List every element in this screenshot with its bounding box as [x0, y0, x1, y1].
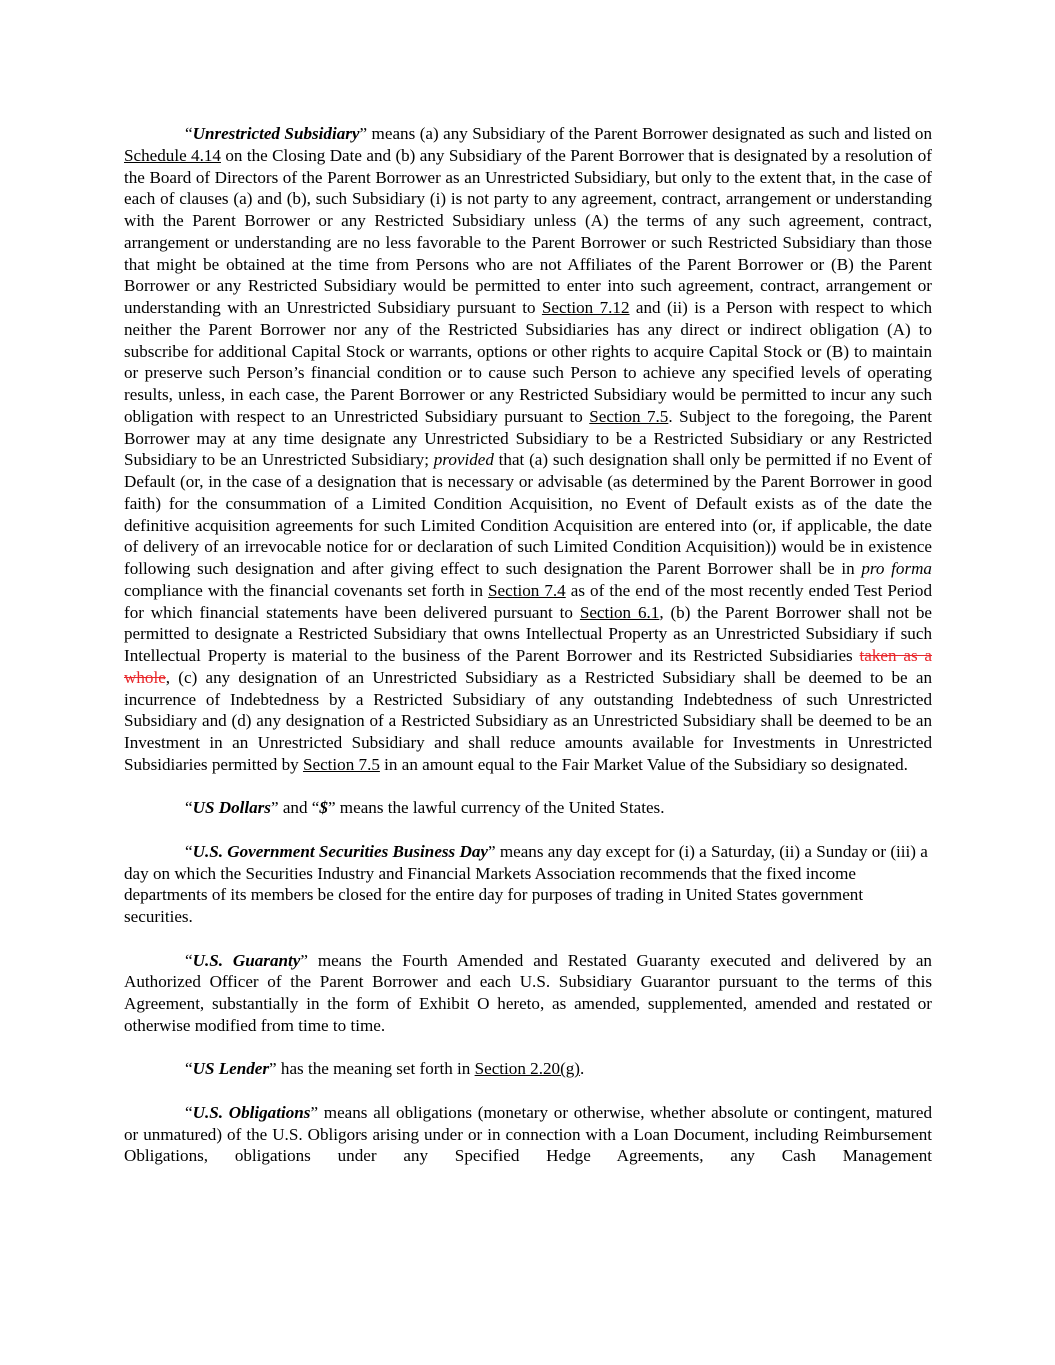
- cross-reference-section-7-5[interactable]: Section 7.5: [302, 754, 380, 774]
- defined-term: US Dollars: [192, 798, 271, 818]
- definition-text: means (a) any Subsidiary of the Parent Borrower designated as such and listed on: [367, 124, 932, 143]
- defined-term: U.S. Guaranty: [192, 950, 301, 970]
- definition-text: means the Fourth Amended and Restated Guaranty executed and delivered by an Authorized Officer of the Parent Borrower and each U.S. Subsidiary Guarantor pursuant to the terms of this Agreement, substantially in the form of Exhibit O hereto, as amended, supplemented, amended and restated or otherwise modified from time to time.: [124, 950, 932, 1035]
- definition-text: . Subject to the foregoing, the Parent Borrower may at any time designate any Unrestricted Subsidiary to be a Restricted Subsidiary or any Restricted Subsidiary to be an Unrestricted Subsidiary;: [124, 406, 932, 470]
- italic-pro-forma: pro forma: [861, 559, 932, 578]
- cross-reference-schedule-4-14[interactable]: Schedule 4.14: [124, 145, 221, 165]
- definition-us-obligations: “U.S. Obligations” means all obligations (monetary or otherwise, whether absolute or contingent, matured or unmatured) of the U.S. Obligors arising under or in connection with a Loan Document, including Reimbursement Obligations, obligations under any Specified Hedge Agreements, any Cash Management: [124, 1102, 932, 1166]
- italic-provided: provided: [433, 450, 494, 470]
- definition-us-government-securities-business-day: “U.S. Government Securities Business Day” means any day except for (i) a Saturday, (ii) a Sunday or (iii) a day on which the Securities Industry and Financial Markets Association recommends that the fixed income departments of its members be closed for the entire day for purposes of trading in United States government securities.: [124, 841, 928, 926]
- cross-reference-section-6-1[interactable]: Section 6.1: [579, 602, 660, 622]
- definition-unrestricted-subsidiary: “Unrestricted Subsidiary” means (a) any Subsidiary of the Parent Borrower designated as such and listed on Schedule 4.14 on the Closing Date and (b) any Subsidiary of the Parent Borrower that is designated by a resolution of the Board of Directors of the Parent Borrower as an Unrestricted Subsidiary, but only to the extent that, in the case of each of clauses (a) and (b), such Subsidiary (i) is not party to any agreement, contract, arrangement or understanding with the Parent Borrower or any Restricted Subsidiary unless (A) the terms of any such agreement, contract, arrangement or understanding are no less favorable to the Parent Borrower or such Restricted Subsidiary than those that might be obtained at the time from Persons who are not Affiliates of the Parent Borrower or (B) the Parent Borrower or any Restricted Subsidiary would be permitted to enter into such agreement, contract, arrangement or understanding with an Unrestricted Subsidiary pursuant to Section 7.12 and (ii) is a Person with respect to which neither the Parent Borrower nor any of the Restricted Subsidiaries has any direct or indirect obligation (A) to subscribe for additional Capital Stock or warrants, options or other rights to acquire Capital Stock or (B) to maintain or preserve such Person’s financial condition or to cause such Person to achieve any specified levels of operating results, unless, in each case, the Parent Borrower or any Restricted Subsidiary would be permitted to incur any such obligation with respect to an Unrestricted Subsidiary pursuant to Section 7.5. Subject to the foregoing, the Parent Borrower may at any time designate any Unrestricted Subsidiary to be a Restricted Subsidiary or any Restricted Subsidiary to be an Unrestricted Subsidiary; provided that (a) such designation shall only be permitted if no Event of Default (or, in the case of a designation that is necessary or advisable (as determined by the Parent Borrower in good faith) for the consummation of a Limited Condition Acquisition, no Event of Default exists as of the date the definitive acquisition agreements for such Limited Condition Acquisition are entered into (or, if applicable, the date of delivery of an irrevocable notice for or declaration of such Limited Condition Acquisition)) would be in existence following such designation and after giving effect to such designation the Parent Borrower shall be in pro forma compliance with the financial covenants set forth in Section 7.4 as of the end of the most recently ended Test Period for which financial statements have been delivered pursuant to Section 6.1, (b) the Parent Borrower shall not be permitted to designate a Restricted Subsidiary that owns Intellectual Property as an Unrestricted Subsidiary if such Intellectual Property is material to the business of the Parent Borrower and its Restricted Subsidiaries taken as a whole, (c) any designation of an Unrestricted Subsidiary as a Restricted Subsidiary shall be deemed to be an incurrence of Indebtedness by a Restricted Subsidiary of any outstanding Indebtedness of such Unrestricted Subsidiary and (d) any designation of a Restricted Subsidiary as an Unrestricted Subsidiary shall be deemed to be an Investment in an Unrestricted Subsidiary and shall reduce amounts available for Investments in Unrestricted Subsidiaries permitted by Section 7.5 in an amount equal to the Fair Market Value of the Subsidiary so designated.: [124, 124, 933, 774]
- cross-reference-section-7-12[interactable]: Section 7.12: [541, 298, 630, 317]
- definition-text: has the meaning set forth in: [276, 1059, 475, 1079]
- definition-text: compliance with the financial covenants set forth in: [124, 580, 489, 600]
- definition-text: and (ii) is a Person with respect to which neither the Parent Borrower nor any of the Restricted Subsidiaries has any direct or indirect obligation (A) to subscribe for additional Capital Stock or warrants, options or other rights to acquire Capital Stock or (B) to maintain or preserve such Person’s financial condition or to cause such Person to achieve any specified levels of operating results, unless, in each case, the Parent Borrower or any Restricted Subsidiary would be permitted to incur any such obligation with respect to an Unrestricted Subsidiary pursuant to: [124, 298, 932, 426]
- defined-term: U.S. Government Securities Business Day: [192, 841, 488, 861]
- cross-reference-section-2-20-g[interactable]: Section 2.20(g): [474, 1059, 581, 1079]
- definition-text: that (a) such designation shall only be permitted if no Event of Default (or, in the case of a designation that is necessary or advisable (as determined by the Parent Borrower in good faith) for the consummation of a Limited Condition Acquisition, no Event of Default exists as of the date the definitive acquisition agreements for such Limited Condition Acquisition are entered into (or, if applicable, the date of delivery of an irrevocable notice for or declaration of such Limited Condition Acquisition)) would be in existence following such designation and after giving effect to such designation the Parent Borrower shall be in: [124, 450, 932, 578]
- definition-text: as of the end of the most recently ended Test Period for which financial statements have been delivered pursuant to: [124, 580, 932, 622]
- definition-text: on the Closing Date and (b) any Subsidiary of the Parent Borrower that is designated by a resolution of the Board of Directors of the Parent Borrower as an Unrestricted Subsidiary, but only to the extent that, in the case of each of clauses (a) and (b), such Subsidiary (i) is not party to any agreement, contract, arrangement or understanding with the Parent Borrower or any Restricted Subsidiary unless (A) the terms of any such agreement, contract, arrangement or understanding are no less favorable to the Parent Borrower or such Restricted Subsidiary than those that might be obtained at the time from Persons who are not Affiliates of the Parent Borrower or (B) the Parent Borrower or any Restricted Subsidiary would be permitted to enter into such agreement, contract, arrangement or understanding with an Unrestricted Subsidiary pursuant to: [124, 145, 932, 317]
- cross-reference-section-7-4[interactable]: Section 7.4: [488, 580, 566, 600]
- definition-us-lender: “US Lender” has the meaning set forth in Section 2.20(g).: [185, 1059, 585, 1079]
- definition-us-guaranty: “U.S. Guaranty” means the Fourth Amended and Restated Guaranty executed and delivered by an Authorized Officer of the Parent Borrower and each U.S. Subsidiary Guarantor pursuant to the terms of this Agreement, substantially in the form of Exhibit O hereto, as amended, supplemented, amended and restated or otherwise modified from time to time.: [124, 950, 932, 1035]
- defined-term: Unrestricted Subsidiary: [192, 124, 360, 143]
- document-page: [124, 123, 932, 1189]
- defined-term: U.S. Obligations: [192, 1102, 311, 1122]
- definition-text: means the lawful currency of the United States.: [335, 798, 665, 818]
- definition-text: , (c) any designation of an Unrestricted Subsidiary as a Restricted Subsidiary shall be deemed to be an incurrence of Indebtedness by a Restricted Subsidiary of any outstanding Indebtedness of such Unrestricted Subsidiary and (d) any designation of a Restricted Subsidiary as an Unrestricted Subsidiary shall be deemed to be an Investment in an Unrestricted Subsidiary and shall reduce amounts available for Investments in Unrestricted Subsidiaries permitted by: [124, 667, 932, 774]
- cross-reference-section-7-5[interactable]: Section 7.5: [589, 406, 669, 426]
- defined-term-dollar-sign: $: [319, 798, 328, 818]
- definition-text: means any day except for (i) a Saturday, (ii) a Sunday or (iii) a day on which the Securities Industry and Financial Markets Association recommends that the fixed income departments of its members be closed for the entire day for purposes of trading in United States government securities.: [124, 841, 928, 926]
- definition-text: means all obligations (monetary or otherwise, whether absolute or contingent, matured or unmatured) of the U.S. Obligors arising under or in connection with a Loan Document, including Reimbursement Obligations, obligations under any Specified Hedge Agreements, any Cash Management: [124, 1102, 932, 1166]
- definition-text: in an amount equal to the Fair Market Value of the Subsidiary so designated.: [379, 754, 908, 774]
- definition-text: .: [580, 1059, 585, 1079]
- deleted-text: taken as a whole: [124, 646, 933, 687]
- definition-us-dollars: “US Dollars” and “$” means the lawful currency of the United States.: [185, 798, 665, 818]
- definition-text: , (b) the Parent Borrower shall not be permitted to designate a Restricted Subsidiary that owns Intellectual Property as an Unrestricted Subsidiary if such Intellectual Property is material to the business of the Parent Borrower and its Restricted Subsidiaries: [124, 602, 932, 665]
- definition-text: and “: [278, 798, 320, 818]
- defined-term: US Lender: [192, 1059, 270, 1079]
